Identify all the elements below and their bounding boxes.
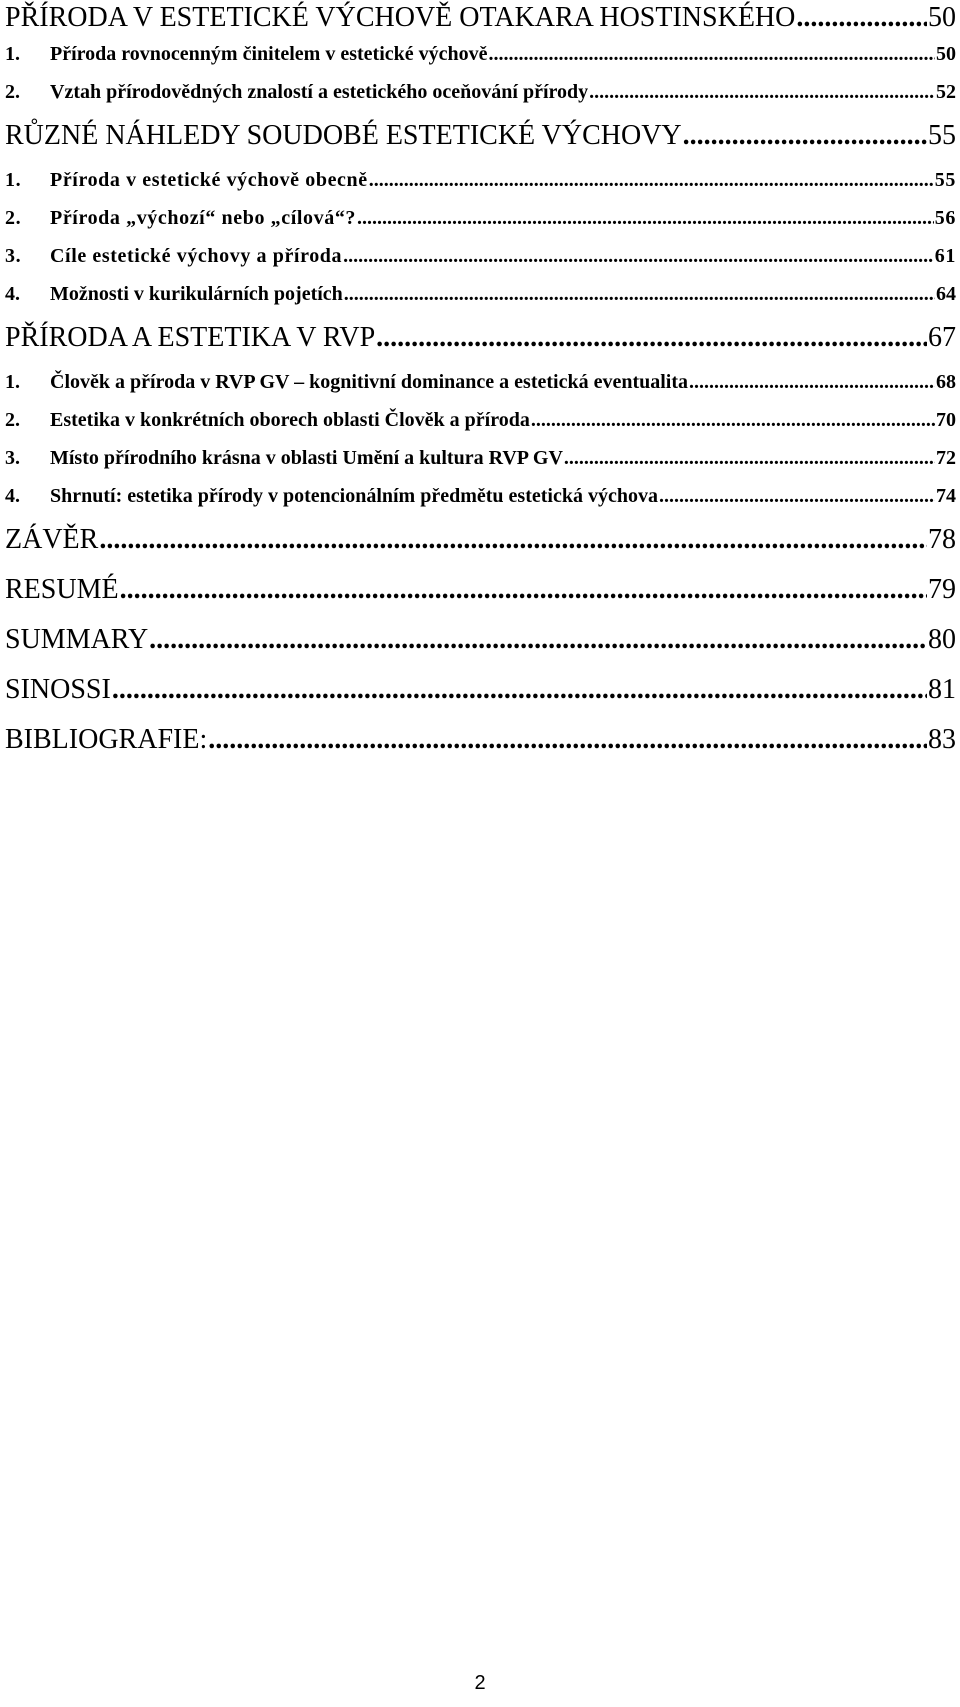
toc-item-title: Vztah přírodovědných znalostí a estetického oceňování přírody: [50, 81, 589, 103]
toc-heading-title: SUMMARY: [5, 624, 149, 655]
toc-item-number: 3.: [5, 245, 22, 267]
toc-item-number: 1.: [5, 169, 22, 191]
toc-item-title: Příroda „výchozí“ nebo „cílová“?: [50, 207, 357, 229]
toc-item[interactable]: [5, 74, 956, 112]
toc-item[interactable]: [5, 402, 956, 440]
toc-page-number: 64: [936, 283, 956, 305]
toc-item[interactable]: [5, 238, 956, 276]
toc-page-number: 50: [936, 43, 956, 65]
toc-page-number: 55: [934, 169, 956, 191]
leader-dots: [344, 276, 935, 312]
toc-item[interactable]: [5, 200, 956, 238]
leader-dots: [683, 112, 927, 160]
toc-page-number: 55: [928, 120, 956, 151]
toc-heading-title: RESUMÉ: [5, 574, 119, 605]
toc-heading-title: SINOSSI: [5, 674, 111, 705]
toc-page-number: 61: [934, 245, 956, 267]
toc-heading[interactable]: [5, 666, 956, 716]
toc-page-number: 79: [928, 574, 956, 605]
toc-item-title: Shrnutí: estetika přírody v potencionálním předmětu estetická výchova: [50, 485, 658, 507]
leader-dots: [589, 74, 935, 110]
toc-heading[interactable]: [5, 716, 956, 766]
leader-dots: [531, 402, 935, 438]
toc-item-title: Možnosti v kurikulárních pojetích: [50, 283, 343, 305]
toc-item[interactable]: [5, 162, 956, 200]
toc-item[interactable]: [5, 364, 956, 402]
toc-item[interactable]: [5, 440, 956, 478]
toc-item-title: Místo přírodního krásna v oblasti Umění a kultura RVP GV: [50, 447, 563, 469]
toc-item-number: 1.: [5, 371, 20, 393]
toc-item-title: Příroda v estetické výchově obecně: [50, 169, 368, 191]
toc-heading[interactable]: [5, 112, 956, 162]
toc-heading-title: PŘÍRODA V ESTETICKÉ VÝCHOVĚ OTAKARA HOSTINSKÉHO: [5, 2, 796, 33]
toc-heading[interactable]: [5, 516, 956, 566]
toc-heading-title: RŮZNÉ NÁHLEDY SOUDOBÉ ESTETICKÉ VÝCHOVY: [5, 120, 682, 151]
toc-item[interactable]: [5, 36, 956, 74]
table-of-contents: [5, 0, 956, 766]
toc-item-title: Člověk a příroda v RVP GV – kognitivní dominance a estetická eventualita: [50, 371, 689, 393]
leader-dots: [120, 566, 927, 614]
toc-page-number: 52: [936, 81, 956, 103]
toc-heading-title: ZÁVĚR: [5, 524, 99, 555]
leader-dots: [489, 36, 936, 72]
leader-dots: [208, 716, 927, 764]
leader-dots: [357, 200, 934, 236]
leader-dots: [376, 314, 927, 362]
toc-page-number: 68: [936, 371, 956, 393]
toc-item-number: 4.: [5, 485, 20, 507]
toc-page-number: 78: [928, 524, 956, 555]
toc-item-number: 2.: [5, 207, 22, 229]
toc-item-number: 2.: [5, 81, 20, 103]
toc-item[interactable]: [5, 478, 956, 516]
leader-dots: [343, 238, 934, 274]
leader-dots: [99, 516, 927, 564]
toc-page-number: 74: [936, 485, 956, 507]
leader-dots: [112, 666, 927, 714]
toc-page-number: 56: [934, 207, 956, 229]
toc-page-number: 81: [928, 674, 956, 705]
toc-item-title: Příroda rovnocenným činitelem v estetické výchově: [50, 43, 488, 65]
toc-heading[interactable]: [5, 314, 956, 364]
toc-item-number: 1.: [5, 43, 20, 65]
toc-heading[interactable]: [5, 566, 956, 616]
toc-item-title: Estetika v konkrétních oborech oblasti Člověk a příroda: [50, 409, 530, 431]
leader-dots: [564, 440, 935, 476]
leader-dots: [659, 478, 935, 514]
toc-heading[interactable]: [5, 0, 956, 36]
toc-page-number: 72: [936, 447, 956, 469]
toc-item-title: Cíle estetické výchovy a příroda: [50, 245, 343, 267]
toc-heading-title: PŘÍRODA A ESTETIKA V RVP: [5, 322, 376, 353]
leader-dots: [369, 162, 934, 198]
leader-dots: [689, 364, 935, 400]
toc-page-number: 67: [928, 322, 956, 353]
toc-item[interactable]: [5, 276, 956, 314]
toc-item-number: 2.: [5, 409, 20, 431]
toc-heading[interactable]: [5, 616, 956, 666]
leader-dots: [149, 616, 927, 664]
toc-heading-title: BIBLIOGRAFIE:: [5, 724, 208, 755]
leader-dots: [796, 0, 927, 36]
page-number: 2: [474, 1672, 486, 1694]
toc-page-number: 70: [936, 409, 956, 431]
toc-page-number: 50: [928, 2, 956, 33]
toc-page-number: 83: [928, 724, 956, 755]
toc-page-number: 80: [928, 624, 956, 655]
toc-item-number: 4.: [5, 283, 20, 305]
toc-item-number: 3.: [5, 447, 20, 469]
